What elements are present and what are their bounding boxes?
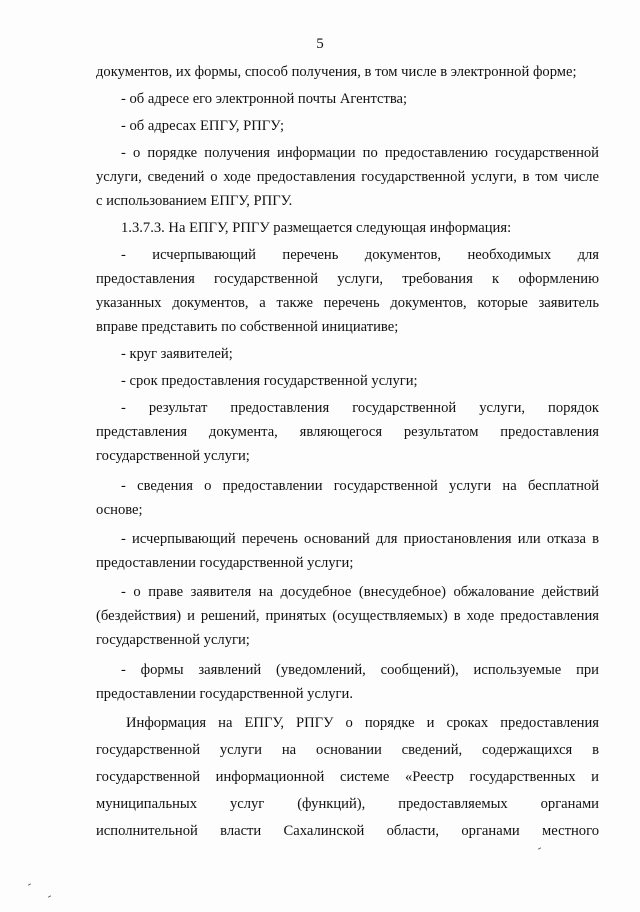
- scan-speck: [28, 883, 31, 885]
- text-line: - срок предоставления государственной услуги;: [121, 373, 418, 389]
- section-heading-line: 1.3.7.3. На ЕПГУ, РПГУ размещается следующая информация:: [121, 220, 512, 236]
- text-line: государственной информационной системе «Реестр государственных и: [96, 769, 599, 785]
- page-number: 5: [316, 36, 324, 52]
- text-line: услуги, сведений о ходе предоставления государственной услуги, в том числе: [96, 169, 599, 185]
- text-line: - сведения о предоставлении государственной услуги на бесплатной: [121, 478, 599, 494]
- scan-speck: [538, 847, 541, 849]
- text-line: исполнительной власти Сахалинской области, органами местного: [96, 823, 599, 839]
- text-line: - исчерпывающий перечень документов, необходимых для: [121, 247, 599, 263]
- text-line: - о праве заявителя на досудебное (внесудебное) обжалование действий: [121, 584, 599, 600]
- text-line: (бездействия) и решений, принятых (осуществляемых) в ходе предоставления: [96, 608, 599, 624]
- text-line: основе;: [96, 502, 143, 518]
- text-line: муниципальных услуг (функций), предоставляемых органами: [96, 796, 599, 812]
- text-line: предоставления государственной услуги, требования к оформлению: [96, 271, 599, 287]
- text-line: - исчерпывающий перечень оснований для приостановления или отказа в: [121, 531, 599, 547]
- text-line: государственной услуги;: [96, 448, 250, 464]
- text-line: государственной услуги;: [96, 632, 250, 648]
- text-line: предоставлении государственной услуги;: [96, 555, 354, 571]
- text-line: предоставлении государственной услуги.: [96, 686, 353, 702]
- text-line: представления документа, являющегося результатом предоставления: [96, 424, 599, 440]
- text-line: - об адресе его электронной почты Агентства;: [121, 91, 408, 107]
- text-line: государственной услуги на основании сведений, содержащихся в: [96, 742, 599, 758]
- text-line: - результат предоставления государственной услуги, порядок: [121, 400, 599, 416]
- text-line: - об адресах ЕПГУ, РПГУ;: [121, 118, 285, 134]
- text-line: - круг заявителей;: [121, 346, 233, 362]
- text-line: документов, их формы, способ получения, в том числе в электронной форме;: [96, 64, 577, 80]
- text-line: - формы заявлений (уведомлений, сообщений), используемые при: [121, 662, 599, 678]
- text-line: указанных документов, а также перечень документов, которые заявитель: [96, 295, 599, 311]
- text-line: Информация на ЕПГУ, РПГУ о порядке и сроках предоставления: [126, 715, 599, 731]
- scan-speck: [48, 895, 51, 897]
- text-line: - о порядке получения информации по предоставлению государственной: [121, 145, 599, 161]
- text-line: с использованием ЕПГУ, РПГУ.: [96, 193, 293, 209]
- text-line: вправе представить по собственной инициативе;: [96, 319, 399, 335]
